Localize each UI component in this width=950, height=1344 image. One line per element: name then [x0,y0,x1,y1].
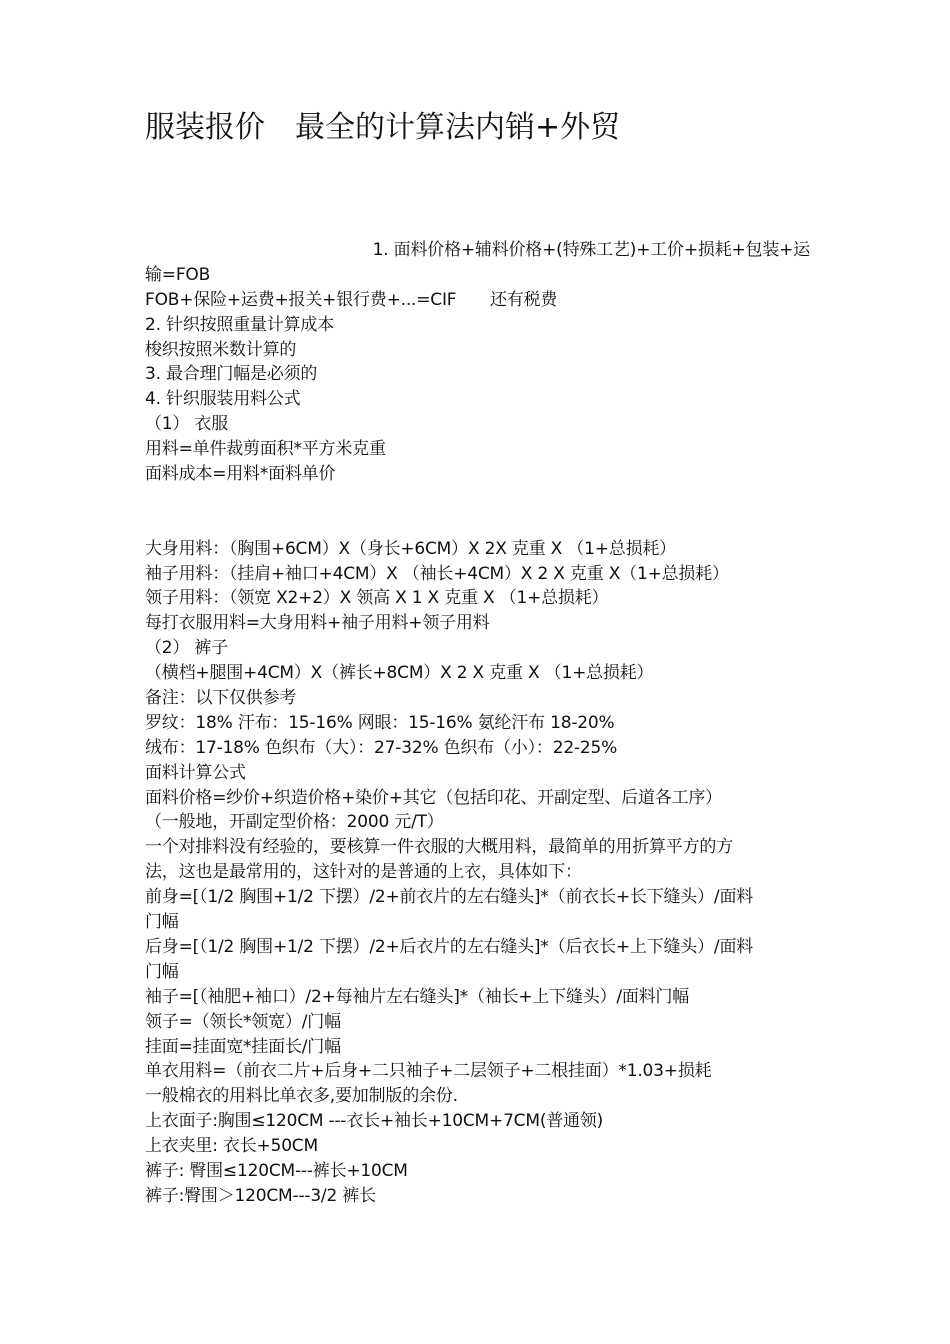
text-line: 袖子用料：（挂肩+袖口+4CM）X （袖长+4CM）X 2 X 克重 X（1+总损耗） [145,563,729,584]
document-body [145,238,810,1209]
blank-line [145,487,810,512]
text-line: 挂面=挂面宽*挂面长/门幅 [145,1036,341,1057]
text-line: 后身=[（1/2 胸围+1/2 下摆）/2+后衣片的左右缝头]*（后衣长+上下缝头）/面料 [145,936,754,957]
text-line: 每打衣服用料=大身用料+袖子用料+领子用料 [145,613,490,634]
text-line: 梭织按照米数计算的 [145,339,297,360]
text-line: 绒布：17-18% 色织布（大）：27-32% 色织布（小）：22-25% [145,737,618,758]
text-line: 一般棉衣的用料比单衣多,要加制版的余份. [145,1086,458,1107]
text-line: 单衣用料=（前衣二片+后身+二只袖子+二层领子+二根挂面）*1.03+损耗 [145,1061,712,1082]
text-line: （横档+腿围+4CM）X（裤长+8CM）X 2 X 克重 X （1+总损耗） [145,663,654,684]
text-line: 1. 面料价格+辅料价格+(特殊工艺)+工价+损耗+包装+运 [372,240,810,260]
text-line: （1） 衣服 [145,414,229,435]
text-line: （2） 裤子 [145,638,229,659]
text-line: 上衣夹里: 衣长+50CM [145,1136,318,1157]
text-line: 备注：以下仅供参考 [145,688,297,709]
text-line: 裤子:臀围＞120CM---3/2 裤长 [145,1185,376,1206]
document-title: 服装报价 最全的计算法内销+外贸 [145,110,621,145]
text-line: 面料价格=纱价+织造价格+染价+其它（包括印花、开副定型、后道各工序） [145,787,722,808]
text-line: 面料成本=用料*面料单价 [145,464,336,485]
text-line: 法，这也是最常用的，这针对的是普通的上衣，具体如下： [145,862,582,883]
text-line: 门幅 [145,961,179,982]
text-line: 上衣面子:胸围≤120CM ---衣长+袖长+10CM+7CM(普通领) [145,1111,604,1132]
text-line: 用料=单件裁剪面积*平方米克重 [145,439,386,460]
text-line: 门幅 [145,912,179,933]
text-line: 罗纹：18% 汗布：15-16% 网眼：15-16% 氨纶汗布 18-20% [145,712,615,733]
text-line: 一个对排料没有经验的，要核算一件衣服的大概用料，最简单的用折算平方的方 [145,837,733,858]
text-line: 输=FOB [145,264,211,285]
text-line: 袖子=[（袖肥+袖口）/2+每袖片左右缝头]*（袖长+上下缝头）/面料门幅 [145,986,690,1007]
text-line: 3. 最合理门幅是必须的 [145,364,318,385]
text-line: 面料计算公式 [145,762,246,783]
text-line: 裤子: 臀围≤120CM---裤长+10CM [145,1160,408,1181]
text-line: 前身=[（1/2 胸围+1/2 下摆）/2+前衣片的左右缝头]*（前衣长+长下缝头）/面料 [145,887,754,908]
text-line: 大身用料：（胸围+6CM）X（身长+6CM）X 2X 克重 X （1+总损耗） [145,538,676,559]
text-line: 领子=（领长*领宽）/门幅 [145,1011,341,1032]
text-line: FOB+保险+运费+报关+银行费+...=CIF 还有税费 [145,289,558,310]
text-line: （一般地，开副定型价格：2000 元/T） [145,812,444,833]
blank-line [145,512,810,537]
text-line: 2. 针织按照重量计算成本 [145,314,335,335]
text-line: 领子用料：（领宽 X2+2）X 领高 X 1 X 克重 X （1+总损耗） [145,588,609,609]
text-line: 4. 针织服装用料公式 [145,389,301,410]
